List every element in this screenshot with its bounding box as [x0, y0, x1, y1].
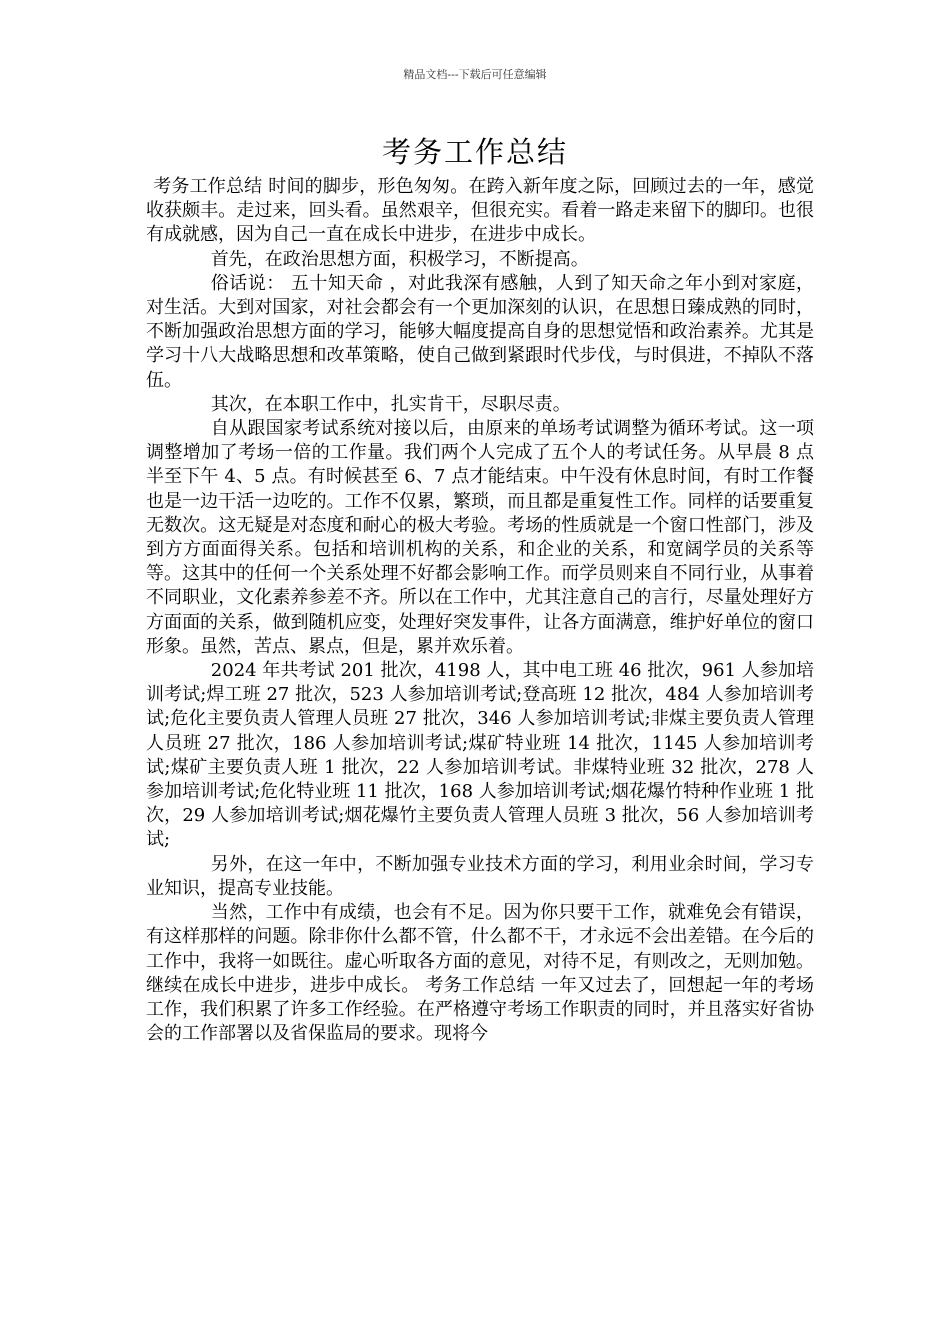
- paragraph-duty: 自从跟国家考试系统对接以后，由原来的单场考试调整为循环考试。这一项调整增加了考场一倍的工作量。我们两个人完成了五个人的考试任务。从早晨 8 点半至下午 4、5 点。有时候甚至 6、7 点才能结束。中午没有休息时间，有时工作餐也是一边干活一边吃的。工作不仅累，繁琐，而且都是重复性工作。同样的话要重复无数次。这无疑是对态度和耐心的极大考验。考场的性质就是一个窗口性部门，涉及到方方面面得关系。包括和培训机构的关系，和企业的关系，和宽阔学员的关系等等。这其中的任何一个关系处理不好都会影响工作。而学员则来自不同行业，从事着不同职业，文化素养参差不齐。所以在工作中，尤其注意自己的言行，尽量处理好方方面面的关系，做到随机应变，处理好突发事件，让各方面满意，维护好单位的窗口形象。虽然，苦点、累点，但是，累并欢乐着。: [146, 418, 814, 657]
- paragraph-shortcomings: 当然，工作中有成绩，也会有不足。因为你只要干工作，就难免会有错误，有这样那样的问题。除非你什么都不管，什么都不干，才永远不会出差错。在今后的工作中，我将一如既往。虚心听取各方面的意见，对待不足，有则改之，无则加勉。继续在成长中进步，进步中成长。 考务工作总结 一年又过去了，回想起一年的考场工作，我们积累了许多工作经验。在严格遵守考场工作职责的同时，并且落实好省协会的工作部署以及省保监局的要求。现将今: [146, 902, 814, 1045]
- document-title: 考务工作总结: [381, 135, 568, 169]
- paragraph-politics-heading: 首先，在政治思想方面，积极学习，不断提高。: [210, 248, 589, 270]
- paragraph-duty-heading: 其次，在本职工作中，扎实肯干，尽职尽责。: [210, 393, 571, 415]
- document-body: [146, 175, 814, 1046]
- paragraph-intro: 考务工作总结 时间的脚步，形色匆匆。在跨入新年度之际，回顾过去的一年，感觉收获颇丰。走过来，回头看。虽然艰辛，但很充实。看着一路走来留下的脚印。也很有成就感，因为自己一直在成长中进步，在进步中成长。: [146, 176, 814, 246]
- paragraph-study: 另外，在这一年中，不断加强专业技术方面的学习，利用业余时间，学习专业知识，提高专业技能。: [146, 853, 814, 899]
- paragraph-statistics: 2024 年共考试 201 批次，4198 人，其中电工班 46 批次，961 人参加培训考试;焊工班 27 批次，523 人参加培训考试;登高班 12 批次，484 人参加培训考试;危化主要负责人管理人员班 27 批次，346 人参加培训考试;非煤主要负责人管理人员班 27 批次，186 人参加培训考试;煤矿特业班 14 批次，1145 人参加培训考试;煤矿主要负责人班 1 批次，22 人参加培训考试。非煤特业班 32 批次，278 人参加培训考试;危化特业班 11 批次，168 人参加培训考试;烟花爆竹特种作业班 1 批次，29 人参加培训考试;烟花爆竹主要负责人管理人员班 3 批次，56 人参加培训考试;: [146, 660, 814, 851]
- paragraph-politics: 俗话说： 五十知天命 ，对此我深有感触，人到了知天命之年小到对家庭，对生活。大到对国家，对社会都会有一个更加深刻的认识，在思想日臻成熟的同时，不断加强政治思想方面的学习，能够大幅度提高自身的思想觉悟和政治素养。尤其是学习十八大战略思想和改革策略，使自己做到紧跟时代步伐，与时俱进，不掉队不落伍。: [146, 272, 814, 391]
- page-header: 精品文档---下载后可任意编辑: [403, 68, 547, 81]
